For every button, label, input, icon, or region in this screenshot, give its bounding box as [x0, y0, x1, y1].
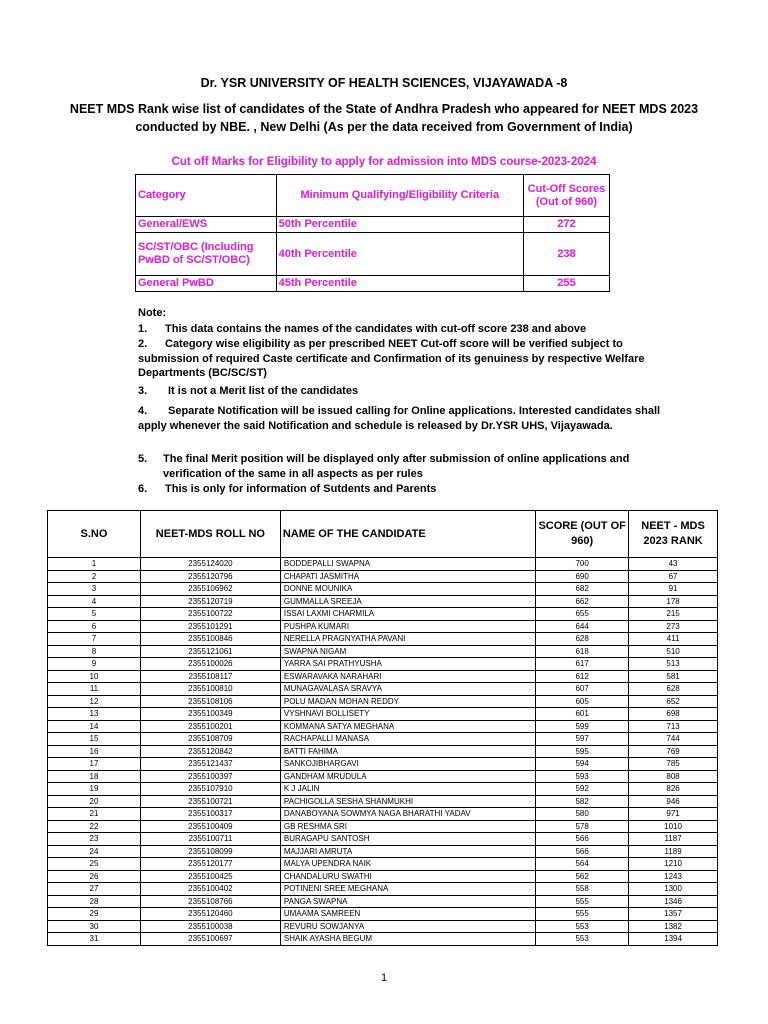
table-row	[48, 720, 718, 733]
score-cell: 578	[536, 820, 629, 833]
rank-cell: 1394	[629, 933, 718, 946]
score-cell: 594	[536, 758, 629, 771]
rank-cell: 411	[629, 633, 718, 646]
cutoff-category: General/EWS	[136, 217, 277, 233]
rank-cell: 971	[629, 808, 718, 821]
sno-cell: 17	[48, 758, 141, 771]
roll-no-cell: 2355100038	[140, 920, 280, 933]
roll-no-cell: 2355108709	[140, 733, 280, 746]
note-text: This data contains the names of the candidates with cut-off score 238 and above	[165, 323, 587, 335]
header-score: SCORE (OUT OF 960)	[536, 511, 629, 558]
candidate-name-cell: CHAPATI JASMITHA	[280, 570, 535, 583]
sno-cell: 6	[48, 620, 141, 633]
sno-cell: 11	[48, 683, 141, 696]
table-row	[48, 695, 718, 708]
roll-no-cell: 2355100697	[140, 933, 280, 946]
roll-no-cell: 2355120177	[140, 858, 280, 871]
rank-cell: 1010	[629, 820, 718, 833]
candidate-name-cell: BODDEPALLI SWAPNA	[280, 558, 535, 571]
rank-cell: 1382	[629, 920, 718, 933]
university-title: Dr. YSR UNIVERSITY OF HEALTH SCIENCES, VIJAYAWADA -8	[200, 76, 568, 90]
candidate-name-cell: ISSAI LAXMI CHARMILA	[280, 608, 535, 621]
header-sno: S.NO	[48, 511, 141, 558]
cutoff-header-criteria: Minimum Qualifying/Eligibility Criteria	[276, 175, 523, 217]
roll-no-cell: 2355101291	[140, 620, 280, 633]
table-row	[48, 833, 718, 846]
sno-cell: 15	[48, 733, 141, 746]
cutoff-score: 238	[523, 233, 609, 276]
candidate-name-cell: SHAIK AYASHA BEGUM	[280, 933, 535, 946]
sno-cell: 9	[48, 658, 141, 671]
list-subtitle: NEET MDS Rank wise list of candidates of the State of Andhra Pradesh who appeared for NEET MDS 2023 conducted by NBE. , New Delhi (As per the data received from Government of India)	[69, 102, 699, 134]
table-row	[48, 670, 718, 683]
sno-cell: 13	[48, 708, 141, 721]
note-number: 6.	[138, 483, 148, 495]
score-cell: 562	[536, 870, 629, 883]
rank-cell: 826	[629, 783, 718, 796]
rank-table-body	[48, 558, 718, 946]
rank-cell: 43	[629, 558, 718, 571]
rank-cell: 1346	[629, 895, 718, 908]
table-row	[48, 770, 718, 783]
table-row	[48, 820, 718, 833]
candidate-name-cell: SANKOJIBHARGAVI	[280, 758, 535, 771]
table-row	[48, 708, 718, 721]
sno-cell: 20	[48, 795, 141, 808]
score-cell: 555	[536, 908, 629, 921]
table-row	[48, 683, 718, 696]
score-cell: 595	[536, 745, 629, 758]
candidate-name-cell: SWAPNA NIGAM	[280, 645, 535, 658]
sno-cell: 31	[48, 933, 141, 946]
roll-no-cell: 2355100409	[140, 820, 280, 833]
note-item	[138, 322, 683, 337]
table-row	[48, 758, 718, 771]
score-cell: 628	[536, 633, 629, 646]
candidate-name-cell: GANDHAM MRUDULA	[280, 770, 535, 783]
table-row	[48, 858, 718, 871]
roll-no-cell: 2355108106	[140, 695, 280, 708]
candidate-name-cell: DANABOYANA SOWMYA NAGA BHARATHI YADAV	[280, 808, 535, 821]
rank-cell: 698	[629, 708, 718, 721]
score-cell: 662	[536, 595, 629, 608]
rank-cell: 1357	[629, 908, 718, 921]
cutoff-caption: Cut off Marks for Eligibility to apply for admission into MDS course-2023-2024	[171, 156, 597, 168]
roll-no-cell: 2355100349	[140, 708, 280, 721]
cutoff-criteria: 40th Percentile	[276, 233, 523, 276]
candidate-name-cell: MUNAGAVALASA SRAVYA	[280, 683, 535, 696]
note-item	[138, 384, 683, 399]
sno-cell: 3	[48, 583, 141, 596]
rank-cell: 744	[629, 733, 718, 746]
note-number: 1.	[138, 323, 148, 335]
score-cell: 592	[536, 783, 629, 796]
rank-cell: 215	[629, 608, 718, 621]
sno-cell: 26	[48, 870, 141, 883]
rank-cell: 1189	[629, 845, 718, 858]
sno-cell: 5	[48, 608, 141, 621]
candidate-name-cell: POTINENI SREE MEGHANA	[280, 883, 535, 896]
sno-cell: 4	[48, 595, 141, 608]
score-cell: 553	[536, 920, 629, 933]
rank-cell: 581	[629, 670, 718, 683]
rank-cell: 808	[629, 770, 718, 783]
score-cell: 593	[536, 770, 629, 783]
candidate-name-cell: CHANDALURU SWATHI	[280, 870, 535, 883]
candidate-name-cell: GB RESHMA SRI	[280, 820, 535, 833]
score-cell: 617	[536, 658, 629, 671]
cutoff-header-score: Cut-Off Scores (Out of 960)	[523, 175, 609, 217]
roll-no-cell: 2355121061	[140, 645, 280, 658]
note-text: Separate Notification will be issued calling for Online applications. Interested candidates shall apply whenever the said Notification and schedule is released by Dr.YSR UHS, Vijayawada.	[138, 405, 661, 432]
score-cell: 655	[536, 608, 629, 621]
rank-cell: 946	[629, 795, 718, 808]
table-row	[48, 645, 718, 658]
table-row	[48, 608, 718, 621]
note-number: 3.	[138, 385, 148, 397]
note-text: This is only for information of Sutdents and Parents	[165, 483, 437, 495]
sno-cell: 19	[48, 783, 141, 796]
rank-cell: 628	[629, 683, 718, 696]
score-cell: 605	[536, 695, 629, 708]
roll-no-cell: 2355120719	[140, 595, 280, 608]
sno-cell: 21	[48, 808, 141, 821]
cutoff-row	[136, 233, 610, 276]
roll-no-cell: 2355121437	[140, 758, 280, 771]
roll-no-cell: 2355108766	[140, 895, 280, 908]
roll-no-cell: 2355100810	[140, 683, 280, 696]
candidate-name-cell: PANGA SWAPNA	[280, 895, 535, 908]
sno-cell: 28	[48, 895, 141, 908]
score-cell: 580	[536, 808, 629, 821]
page-number: 1	[380, 972, 388, 984]
roll-no-cell: 2355106962	[140, 583, 280, 596]
roll-no-cell: 2355100425	[140, 870, 280, 883]
score-cell: 682	[536, 583, 629, 596]
candidate-name-cell: ESWARAVAKA NARAHARI	[280, 670, 535, 683]
rank-table-header-row	[48, 511, 718, 558]
rank-cell: 91	[629, 583, 718, 596]
rank-cell: 769	[629, 745, 718, 758]
cutoff-header-row	[136, 175, 610, 217]
roll-no-cell: 2355124020	[140, 558, 280, 571]
note-number: 2.	[138, 338, 148, 350]
table-row	[48, 933, 718, 946]
table-row	[48, 783, 718, 796]
table-row	[48, 633, 718, 646]
table-row	[48, 920, 718, 933]
rank-cell: 1210	[629, 858, 718, 871]
score-cell: 599	[536, 720, 629, 733]
rank-cell: 273	[629, 620, 718, 633]
rank-cell: 713	[629, 720, 718, 733]
sno-cell: 23	[48, 833, 141, 846]
candidate-name-cell: KOMMANA SATYA MEGHANA	[280, 720, 535, 733]
candidate-name-cell: POLU MADAN MOHAN REDDY	[280, 695, 535, 708]
score-cell: 582	[536, 795, 629, 808]
note-text: It is not a Merit list of the candidates	[168, 385, 359, 397]
note-item	[138, 337, 683, 381]
rank-cell: 785	[629, 758, 718, 771]
roll-no-cell: 2355120460	[140, 908, 280, 921]
sno-cell: 12	[48, 695, 141, 708]
candidate-name-cell: VYSHNAVI BOLLISETY	[280, 708, 535, 721]
table-row	[48, 583, 718, 596]
candidate-name-cell: GUMMALLA SREEJA	[280, 595, 535, 608]
rank-cell: 513	[629, 658, 718, 671]
candidate-name-cell: BATTI FAHIMA	[280, 745, 535, 758]
rank-cell: 178	[629, 595, 718, 608]
cutoff-category: SC/ST/OBC (Including PwBD of SC/ST/OBC)	[136, 233, 277, 276]
score-cell: 612	[536, 670, 629, 683]
rank-cell: 67	[629, 570, 718, 583]
table-row	[48, 595, 718, 608]
cutoff-table	[135, 174, 610, 292]
table-row	[48, 658, 718, 671]
candidate-name-cell: NERELLA PRAGNYATHA PAVANI	[280, 633, 535, 646]
sno-cell: 25	[48, 858, 141, 871]
rank-cell: 1243	[629, 870, 718, 883]
roll-no-cell: 2355100722	[140, 608, 280, 621]
roll-no-cell: 2355107910	[140, 783, 280, 796]
score-cell: 553	[536, 933, 629, 946]
header-rank: NEET - MDS 2023 RANK	[629, 511, 718, 558]
sno-cell: 27	[48, 883, 141, 896]
rank-cell: 510	[629, 645, 718, 658]
candidate-name-cell: K J JALIN	[280, 783, 535, 796]
roll-no-cell: 2355100201	[140, 720, 280, 733]
cutoff-category: General PwBD	[136, 276, 277, 292]
roll-no-cell: 2355100317	[140, 808, 280, 821]
table-row	[48, 620, 718, 633]
candidate-name-cell: DONNE MOUNIKA	[280, 583, 535, 596]
table-row	[48, 745, 718, 758]
score-cell: 601	[536, 708, 629, 721]
score-cell: 597	[536, 733, 629, 746]
score-cell: 566	[536, 845, 629, 858]
candidate-name-cell: UMAAMA SAMREEN	[280, 908, 535, 921]
score-cell: 566	[536, 833, 629, 846]
table-row	[48, 733, 718, 746]
roll-no-cell: 2355100397	[140, 770, 280, 783]
table-row	[48, 558, 718, 571]
table-row	[48, 808, 718, 821]
sno-cell: 16	[48, 745, 141, 758]
rank-cell: 652	[629, 695, 718, 708]
cutoff-criteria: 50th Percentile	[276, 217, 523, 233]
candidate-name-cell: REVURU SOWJANYA	[280, 920, 535, 933]
sno-cell: 2	[48, 570, 141, 583]
table-row	[48, 845, 718, 858]
roll-no-cell: 2355108117	[140, 670, 280, 683]
roll-no-cell: 2355100721	[140, 795, 280, 808]
cutoff-score: 255	[523, 276, 609, 292]
table-row	[48, 570, 718, 583]
table-row	[48, 883, 718, 896]
roll-no-cell: 2355120796	[140, 570, 280, 583]
note-number: 4.	[138, 405, 148, 417]
cutoff-criteria: 45th Percentile	[276, 276, 523, 292]
cutoff-header-category: Category	[136, 175, 277, 217]
roll-no-cell: 2355100026	[140, 658, 280, 671]
note-number: 5.	[138, 453, 148, 465]
score-cell: 644	[536, 620, 629, 633]
candidate-name-cell: YARRA SAI PRATHYUSHA	[280, 658, 535, 671]
score-cell: 618	[536, 645, 629, 658]
roll-no-cell: 2355120842	[140, 745, 280, 758]
roll-no-cell: 2355108099	[140, 845, 280, 858]
sno-cell: 7	[48, 633, 141, 646]
sno-cell: 29	[48, 908, 141, 921]
score-cell: 700	[536, 558, 629, 571]
candidate-name-cell: PUSHPA KUMARI	[280, 620, 535, 633]
sno-cell: 10	[48, 670, 141, 683]
sno-cell: 24	[48, 845, 141, 858]
note-text: Category wise eligibility as per prescribed NEET Cut-off score will be verified subject to submission of required Caste certificate and Confirmation of its genuiness by respective Welfare Departments (BC/SC/ST)	[138, 338, 645, 379]
candidate-name-cell: MALYA UPENDRA NAIK	[280, 858, 535, 871]
cutoff-row	[136, 276, 610, 292]
table-row	[48, 795, 718, 808]
table-row	[48, 895, 718, 908]
score-cell: 690	[536, 570, 629, 583]
candidate-name-cell: PACHIGOLLA SESHA SHANMUKHI	[280, 795, 535, 808]
rank-cell: 1187	[629, 833, 718, 846]
cutoff-score: 272	[523, 217, 609, 233]
score-cell: 607	[536, 683, 629, 696]
sno-cell: 18	[48, 770, 141, 783]
cutoff-row	[136, 217, 610, 233]
candidate-name-cell: RACHAPALLI MANASA	[280, 733, 535, 746]
note-item	[138, 482, 683, 497]
note-item	[138, 452, 683, 481]
header-roll-no: NEET-MDS ROLL NO	[140, 511, 280, 558]
sno-cell: 30	[48, 920, 141, 933]
score-cell: 564	[536, 858, 629, 871]
header-candidate-name: NAME OF THE CANDIDATE	[280, 511, 535, 558]
note-item	[138, 404, 683, 433]
roll-no-cell: 2355100846	[140, 633, 280, 646]
sno-cell: 22	[48, 820, 141, 833]
rank-cell: 1300	[629, 883, 718, 896]
score-cell: 555	[536, 895, 629, 908]
notes-title: Note:	[138, 307, 167, 319]
table-row	[48, 908, 718, 921]
candidate-name-cell: BURAGAPU SANTOSH	[280, 833, 535, 846]
note-text: The final Merit position will be displayed only after submission of online applications and verification of the same in all aspects as per rules	[163, 453, 630, 480]
candidate-name-cell: MAJJARI AMRUTA	[280, 845, 535, 858]
sno-cell: 1	[48, 558, 141, 571]
sno-cell: 14	[48, 720, 141, 733]
roll-no-cell: 2355100711	[140, 833, 280, 846]
table-row	[48, 870, 718, 883]
roll-no-cell: 2355100402	[140, 883, 280, 896]
score-cell: 558	[536, 883, 629, 896]
sno-cell: 8	[48, 645, 141, 658]
rank-table	[47, 510, 718, 946]
